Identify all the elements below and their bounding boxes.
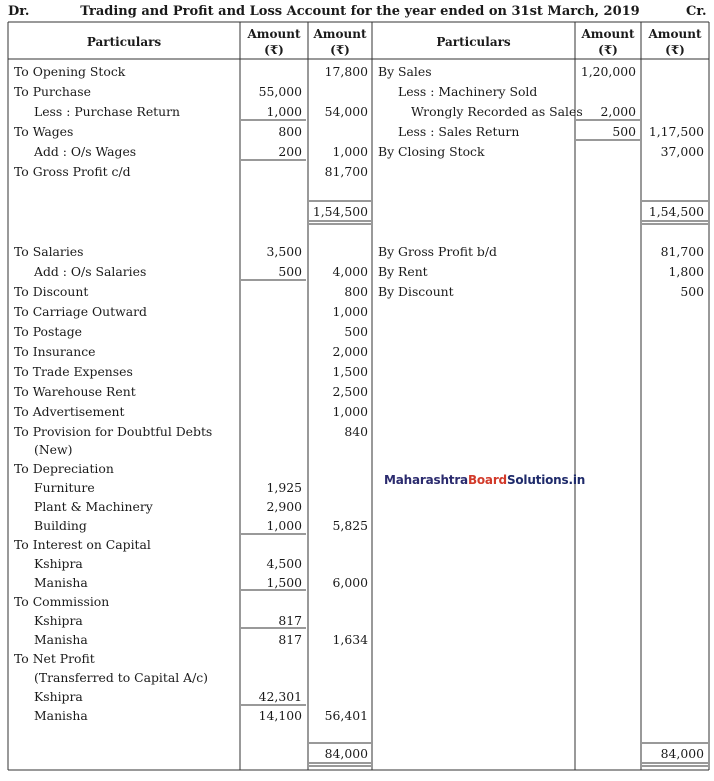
particular-text: To Provision for Doubtful Debts [14, 424, 213, 439]
particular-text: Less : Machinery Sold [398, 84, 538, 99]
amount-total: 500 [680, 284, 704, 299]
amount-total: 4,000 [332, 264, 368, 279]
profit-loss-total-left: 84,000 [324, 746, 368, 761]
amount-total: 2,500 [332, 384, 368, 399]
amount-detail: 800 [278, 124, 302, 139]
amount-detail: 817 [278, 632, 302, 647]
amount-total: 5,825 [332, 518, 368, 533]
header-amount-right-1: Amount (₹) [581, 27, 635, 57]
particular-text: Manisha [34, 632, 88, 647]
particular-text: To Insurance [14, 344, 96, 359]
amount-detail: 2,000 [600, 104, 636, 119]
particular-text: Kshipra [34, 556, 83, 571]
particular-text: To Depreciation [14, 461, 114, 476]
particular-text: By Rent [378, 264, 428, 279]
amount-detail: 817 [278, 613, 302, 628]
particular-text: By Sales [378, 64, 432, 79]
particular-text: Less : Purchase Return [34, 104, 181, 119]
header-particulars-right: Particulars [436, 35, 511, 49]
particular-text: (Transferred to Capital A/c) [34, 670, 209, 685]
particular-text: To Postage [14, 324, 82, 339]
amount-detail: 1,500 [266, 575, 302, 590]
amount-detail: 500 [278, 264, 302, 279]
amount-total: 2,000 [332, 344, 368, 359]
particular-text: To Opening Stock [14, 64, 126, 79]
statement-title: Trading and Profit and Loss Account for the year ended on 31st March, 2019 [80, 4, 640, 19]
amount-detail: 1,925 [266, 480, 302, 495]
particular-text: To Salaries [14, 244, 84, 259]
amount-detail: 3,500 [266, 244, 302, 259]
profit-loss-total-right: 84,000 [660, 746, 704, 761]
amount-detail: 200 [278, 144, 302, 159]
amount-detail: 55,000 [258, 84, 302, 99]
amount-total: 840 [344, 424, 368, 439]
particular-text: (New) [34, 442, 73, 457]
trading-total-right: 1,54,500 [648, 204, 704, 219]
particular-text: Wrongly Recorded as Sales [411, 104, 583, 119]
particular-text: To Net Profit [14, 651, 95, 666]
particular-text: Kshipra [34, 689, 83, 704]
particular-text: To Purchase [14, 84, 91, 99]
particular-text: By Discount [378, 284, 454, 299]
amount-total: 81,700 [660, 244, 704, 259]
amount-detail: 1,20,000 [580, 64, 636, 79]
header-amount-right-2: Amount (₹) [648, 27, 702, 57]
particular-text: Building [34, 518, 87, 533]
particular-text: Manisha [34, 708, 88, 723]
amount-detail: 4,500 [266, 556, 302, 571]
amount-detail: 42,301 [258, 689, 302, 704]
amount-total: 1,634 [332, 632, 368, 647]
credit-label: Cr. [686, 4, 707, 19]
amount-detail: 500 [612, 124, 636, 139]
particular-text: By Closing Stock [378, 144, 485, 159]
amount-detail: 1,000 [266, 104, 302, 119]
amount-total: 37,000 [660, 144, 704, 159]
amount-total: 1,000 [332, 404, 368, 419]
amount-detail: 2,900 [266, 499, 302, 514]
particular-text: Furniture [34, 480, 95, 495]
amount-total: 81,700 [324, 164, 368, 179]
particular-text: Add : O/s Wages [34, 144, 137, 159]
amount-total: 54,000 [324, 104, 368, 119]
amount-total: 1,500 [332, 364, 368, 379]
header-particulars-left: Particulars [86, 35, 162, 49]
particular-text: To Trade Expenses [14, 364, 133, 379]
particular-text: Less : Sales Return [398, 124, 520, 139]
particular-text: Add : O/s Salaries [34, 264, 147, 279]
site-watermark: MaharashtraBoardSolutions.in [384, 473, 586, 487]
particular-text: To Carriage Outward [14, 304, 147, 319]
particular-text: To Warehouse Rent [14, 384, 136, 399]
amount-total: 500 [344, 324, 368, 339]
particular-text: To Interest on Capital [14, 537, 151, 552]
particular-text: To Commission [14, 594, 110, 609]
amount-total: 1,17,500 [648, 124, 704, 139]
particular-text: Kshipra [34, 613, 83, 628]
particular-text: Manisha [34, 575, 88, 590]
amount-total: 1,000 [332, 144, 368, 159]
particular-text: To Wages [14, 124, 74, 139]
amount-total: 56,401 [324, 708, 368, 723]
amount-total: 6,000 [332, 575, 368, 590]
amount-detail: 1,000 [266, 518, 302, 533]
amount-detail: 14,100 [258, 708, 302, 723]
amount-total: 17,800 [324, 64, 368, 79]
amount-total: 1,800 [668, 264, 704, 279]
trading-total-left: 1,54,500 [312, 204, 368, 219]
particular-text: Plant & Machinery [34, 499, 153, 514]
particular-text: To Advertisement [14, 404, 125, 419]
header-amount-left-2: Amount (₹) [313, 27, 367, 57]
header-amount-left-1: Amount (₹) [247, 27, 301, 57]
amount-total: 1,000 [332, 304, 368, 319]
particular-text: To Discount [14, 284, 89, 299]
amount-total: 800 [344, 284, 368, 299]
particular-text: To Gross Profit c/d [14, 164, 131, 179]
debit-label: Dr. [8, 4, 30, 19]
statement-heading [0, 0, 714, 22]
particular-text: By Gross Profit b/d [378, 244, 497, 259]
